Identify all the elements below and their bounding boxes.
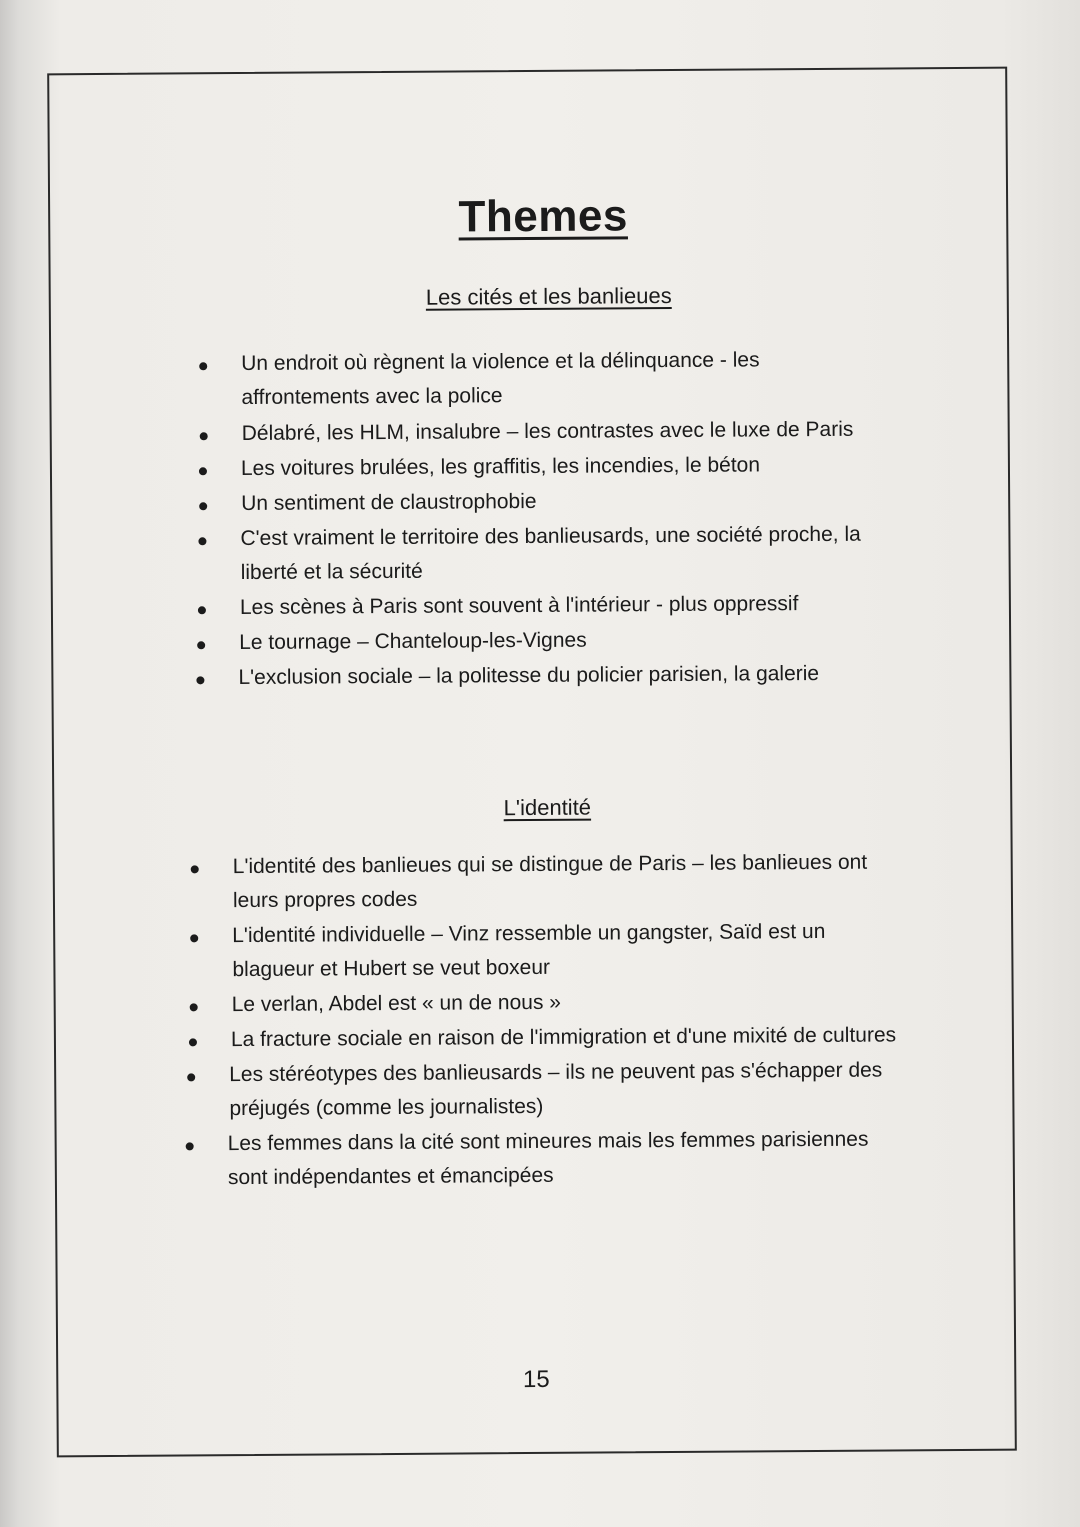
list-item: Délabré, les HLM, insalubre – les contrastes avec le luxe de Paris: [242, 413, 882, 451]
list-item: C'est vraiment le territoire des banlieusards, une société proche, la liberté et la sécurité: [240, 518, 880, 590]
list-item: L'identité individuelle – Vinz ressemble un gangster, Saïd est un blagueur et Hubert se veut boxeur: [232, 914, 902, 987]
bullet-list-cites: [239, 343, 881, 696]
bullet-icon: [187, 1073, 195, 1081]
list-item: Le verlan, Abdel est « un de nous »: [232, 983, 902, 1022]
bullet-icon: [186, 1142, 194, 1150]
bullet-icon: [190, 934, 198, 942]
page-title: Themes: [458, 191, 629, 242]
list-item: Les stéréotypes des banlieusards – ils ne peuvent pas s'échapper des préjugés (comme les journalistes): [229, 1053, 899, 1126]
page-number: 15: [522, 1365, 550, 1394]
bullet-icon: [189, 1038, 197, 1046]
list-item: Les femmes dans la cité sont mineures mais les femmes parisiennes sont indépendantes et émancipées: [228, 1122, 898, 1195]
bullet-icon: [199, 467, 207, 475]
bullet-icon: [197, 641, 205, 649]
bullet-icon: [200, 432, 208, 440]
bullet-icon: [199, 362, 207, 370]
bullet-icon: [196, 676, 204, 684]
list-item: La fracture sociale en raison de l'immigration et d'une mixité de cultures: [231, 1018, 901, 1057]
list-item: Un endroit où règnent la violence et la délinquance - les affrontements avec la police: [241, 343, 881, 415]
list-item: L'exclusion sociale – la politesse du policier parisien, la galerie: [238, 657, 878, 695]
list-item: L'identité des banlieues qui se distingue de Paris – les banlieues ont leurs propres codes: [233, 845, 903, 918]
page-frame: [47, 67, 1017, 1458]
list-item: Les scènes à Paris sont souvent à l'intérieur - plus oppressif: [240, 587, 880, 625]
bullet-icon: [199, 502, 207, 510]
bullet-icon: [198, 537, 206, 545]
list-item: Les voitures brulées, les graffitis, les incendies, le béton: [241, 448, 881, 486]
section-heading-identite: L'identité: [503, 794, 592, 821]
list-item: Un sentiment de claustrophobie: [241, 483, 881, 521]
list-item: Le tournage – Chanteloup-les-Vignes: [239, 622, 879, 660]
bullet-list-identite: [227, 845, 903, 1196]
page-title-container: [78, 189, 1008, 245]
page-content: [47, 67, 1017, 1458]
bullet-icon: [198, 606, 206, 614]
bullet-icon: [191, 865, 199, 873]
bullet-icon: [190, 1003, 198, 1011]
section-heading-cites: Les cités et les banlieues: [425, 283, 672, 310]
